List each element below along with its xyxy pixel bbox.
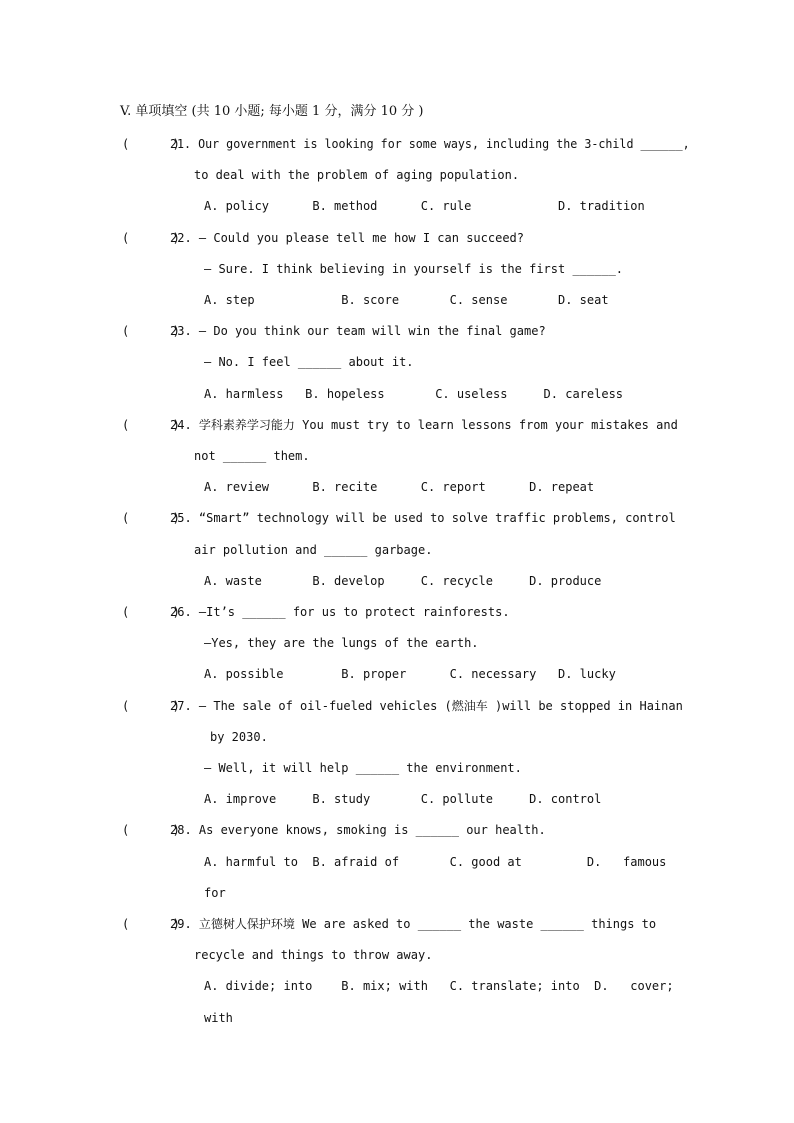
question-text: not ______ them. <box>194 449 310 463</box>
question-text: 24. 学科素养学习能力 You must try to learn lessons from your mistakes and <box>170 418 678 432</box>
question-options: A. divide; into B. mix; with C. translate; into D. cover; <box>204 979 674 993</box>
question-text: 25. “Smart” technology will be used to solve traffic problems, control <box>170 511 676 525</box>
question-options: A. policy B. method C. rule D. tradition <box>204 199 645 213</box>
question-text: 22. — Could you please tell me how I can succeed? <box>170 231 525 245</box>
question-text: by 2030. <box>210 730 268 744</box>
question-text: recycle and things to throw away. <box>194 948 433 962</box>
question-text: — Sure. I think believing in yourself is the first ______. <box>204 262 624 276</box>
question-text: 21. Our government is looking for some ways, including the 3-child ______, <box>170 137 690 151</box>
question-text: —Yes, they are the lungs of the earth. <box>204 636 479 650</box>
answer-blank[interactable]: ( ) <box>122 917 180 931</box>
question-text: air pollution and ______ garbage. <box>194 543 433 557</box>
question-options: A. harmful to B. afraid of C. good at D. famous <box>204 855 667 869</box>
question-options: A. waste B. develop C. recycle D. produce <box>204 574 602 588</box>
question-options: A. review B. recite C. report D. repeat <box>204 480 595 494</box>
answer-blank[interactable]: ( ) <box>122 823 180 837</box>
question-text: 27. — The sale of oil-fueled vehicles (燃油车 )will be stopped in Hainan <box>170 699 683 713</box>
question-text: to deal with the problem of aging population. <box>194 168 520 182</box>
question-text: 29. 立德树人保护环境 We are asked to ______ the waste ______ things to <box>170 917 657 931</box>
question-text: — No. I feel ______ about it. <box>204 355 414 369</box>
answer-blank[interactable]: ( ) <box>122 511 180 525</box>
answer-blank[interactable]: ( ) <box>122 137 180 151</box>
question-text: 26. —It’s ______ for us to protect rainforests. <box>170 605 510 619</box>
answer-blank[interactable]: ( ) <box>122 699 180 713</box>
question-options: A. improve B. study C. pollute D. control <box>204 792 602 806</box>
question-options: A. possible B. proper C. necessary D. lucky <box>204 667 616 681</box>
section-heading: V. 单项填空 (共 10 小题; 每小题 1 分，满分 10 分 ) <box>120 104 424 119</box>
question-options: A. step B. score C. sense D. seat <box>204 293 609 307</box>
question-options-continued: with <box>204 1011 233 1025</box>
answer-blank[interactable]: ( ) <box>122 418 180 432</box>
question-options-continued: for <box>204 886 226 900</box>
answer-blank[interactable]: ( ) <box>122 605 180 619</box>
question-text: 23. — Do you think our team will win the final game? <box>170 324 546 338</box>
question-options: A. harmless B. hopeless C. useless D. careless <box>204 387 624 401</box>
question-text: — Well, it will help ______ the environment. <box>204 761 522 775</box>
answer-blank[interactable]: ( ) <box>122 324 180 338</box>
answer-blank[interactable]: ( ) <box>122 231 180 245</box>
question-text: 28. As everyone knows, smoking is ______ our health. <box>170 823 546 837</box>
